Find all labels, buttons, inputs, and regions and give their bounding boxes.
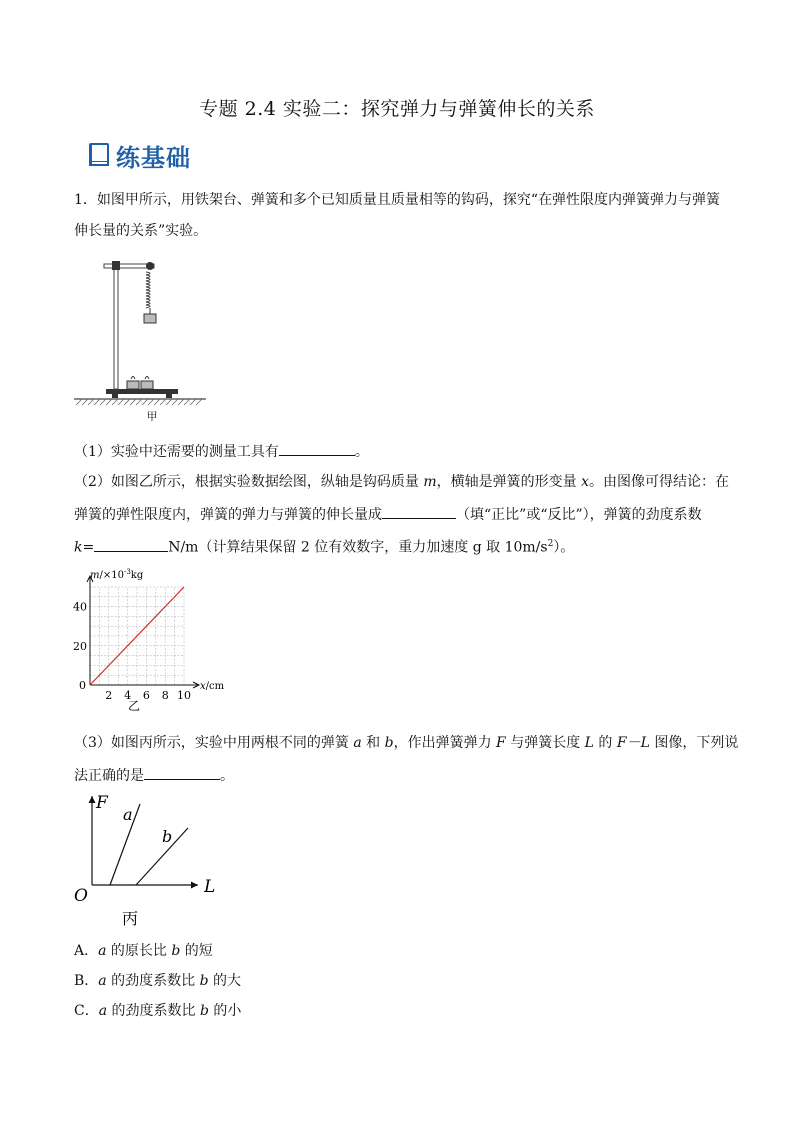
option-c-var2: b	[199, 1003, 209, 1019]
line-a-label: a	[123, 805, 133, 824]
option-b-var1: a	[98, 973, 107, 989]
chart-xlabel: x/cm	[200, 681, 225, 692]
answer-blank-4[interactable]	[144, 764, 220, 780]
axis-F-label: F	[96, 793, 108, 813]
superscript-2: 2	[547, 539, 554, 549]
x-tick-label: 10	[177, 689, 191, 702]
figure-bing-graph	[68, 788, 228, 930]
fig-yi-caption: 乙	[127, 699, 141, 713]
stand-base	[106, 389, 178, 394]
q1-part1-end: 。	[354, 444, 369, 460]
var-b: b	[384, 735, 394, 751]
chart-ylabel: $m/\times 10^{-3}kg$	[90, 568, 144, 581]
q1-part3-text-b: ，作出弹簧弹力	[393, 735, 497, 751]
q1-part2-text-c: 。由图像可得结论：在	[589, 474, 729, 490]
q1-part3-text-c: 与弹簧长度	[505, 735, 585, 751]
q1-part3-end: 。	[220, 768, 234, 784]
q1-part2-text-b: ，横轴是弹簧的形变量	[436, 474, 582, 490]
q1-part3-text-e: 图像，下列说	[649, 735, 739, 751]
chart-ticks	[73, 601, 191, 702]
y-tick-label: 40	[73, 600, 87, 614]
var-k: k	[74, 539, 83, 556]
var-x: x	[581, 474, 589, 490]
spare-weights	[127, 377, 153, 390]
clamp	[112, 261, 120, 270]
equals-sign: =	[82, 539, 95, 556]
q1-part3-text-a: （3）如图丙所示，实验中用两根不同的弹簧	[74, 735, 354, 751]
option-c-letter: C．	[74, 1003, 99, 1019]
section-label: 练基础	[116, 143, 191, 172]
origin-label: O	[74, 886, 88, 906]
q1-part1	[74, 440, 369, 462]
option-a-var2: b	[171, 943, 181, 959]
section-header	[88, 139, 191, 171]
book-icon	[88, 142, 110, 168]
q1-part2-text-e: （填“正比”或“反比”），弹簧的劲度系数	[456, 507, 702, 523]
page-title: 专题 2.4 实验二：探究弹力与弹簧伸长的关系	[199, 98, 595, 120]
y-tick-label: 20	[73, 639, 87, 653]
hanging-weight	[144, 314, 156, 323]
x-tick-label: 2	[105, 689, 113, 702]
option-c-var1: a	[98, 1003, 108, 1019]
option-a-end: 的短	[180, 943, 213, 959]
option-c[interactable]	[74, 1001, 241, 1021]
x-tick-label: 6	[142, 689, 150, 702]
q1-part2-line2	[74, 503, 702, 525]
option-a-var1: a	[98, 943, 107, 959]
x-tick-label: 8	[161, 689, 169, 702]
q1-part3-text-f: 法正确的是	[74, 768, 144, 784]
stand-pole	[114, 264, 118, 389]
option-a-text: 的原长比	[106, 943, 172, 959]
q1-part3-line2	[74, 764, 234, 786]
x-tick-label: 4	[124, 689, 132, 702]
spring-hook	[146, 262, 154, 270]
q1-part2-line1	[74, 472, 729, 492]
option-b-var2: b	[199, 973, 209, 989]
fig-bing-caption: 丙	[121, 909, 139, 928]
option-c-text: 的劲度系数比	[107, 1003, 200, 1019]
ground-hatch	[76, 399, 202, 405]
q1-part3-line1	[74, 733, 738, 753]
q1-part2-text-a: （2）如图乙所示，根据实验数据绘图，纵轴是钩码质量	[74, 474, 424, 490]
answer-blank-1[interactable]	[279, 440, 355, 456]
q1-part2-line3	[74, 534, 574, 558]
option-a-letter: A．	[74, 943, 99, 959]
axis-L-label: L	[204, 877, 216, 897]
var-F-L: F－L	[616, 735, 650, 751]
var-F: F	[496, 735, 506, 751]
q1-part3-text-d: 的	[593, 735, 617, 751]
var-L: L	[584, 735, 594, 751]
fig-jia-caption: 甲	[146, 410, 158, 423]
answer-blank-3[interactable]	[94, 536, 168, 552]
figure-yi-chart	[66, 562, 236, 714]
answer-blank-2[interactable]	[382, 503, 456, 519]
var-a: a	[353, 735, 362, 751]
spring	[146, 272, 150, 308]
line-b-label: b	[162, 827, 173, 846]
x-tick-label: 0	[79, 679, 86, 692]
q1-intro-line2: 伸长量的关系”实验。	[74, 223, 208, 239]
q1-part2-text-f: N/m（计算结果保留 2 位有效数字，重力加速度 g 取 10m/s	[168, 539, 548, 556]
q1-intro-line1: 1．如图甲所示，用铁架台、弹簧和多个已知质量且质量相等的钩码，探究“在弹性限度内弹簧弹力与弹簧	[74, 192, 721, 208]
option-c-end: 的小	[208, 1003, 242, 1019]
option-b[interactable]	[74, 971, 241, 991]
figure-jia-apparatus	[70, 256, 210, 426]
option-b-letter: B．	[74, 973, 99, 989]
option-b-text: 的劲度系数比	[106, 973, 200, 989]
option-a[interactable]	[74, 941, 213, 961]
q1-part3-and: 和	[361, 735, 385, 751]
var-m: m	[423, 474, 437, 490]
q1-part2-text-g: ）。	[553, 539, 575, 556]
option-b-end: 的大	[208, 973, 241, 989]
q1-part1-text: （1）实验中还需要的测量工具有	[74, 444, 279, 460]
q1-part2-text-d: 弹簧的弹性限度内，弹簧的弹力与弹簧的伸长量成	[74, 507, 382, 523]
